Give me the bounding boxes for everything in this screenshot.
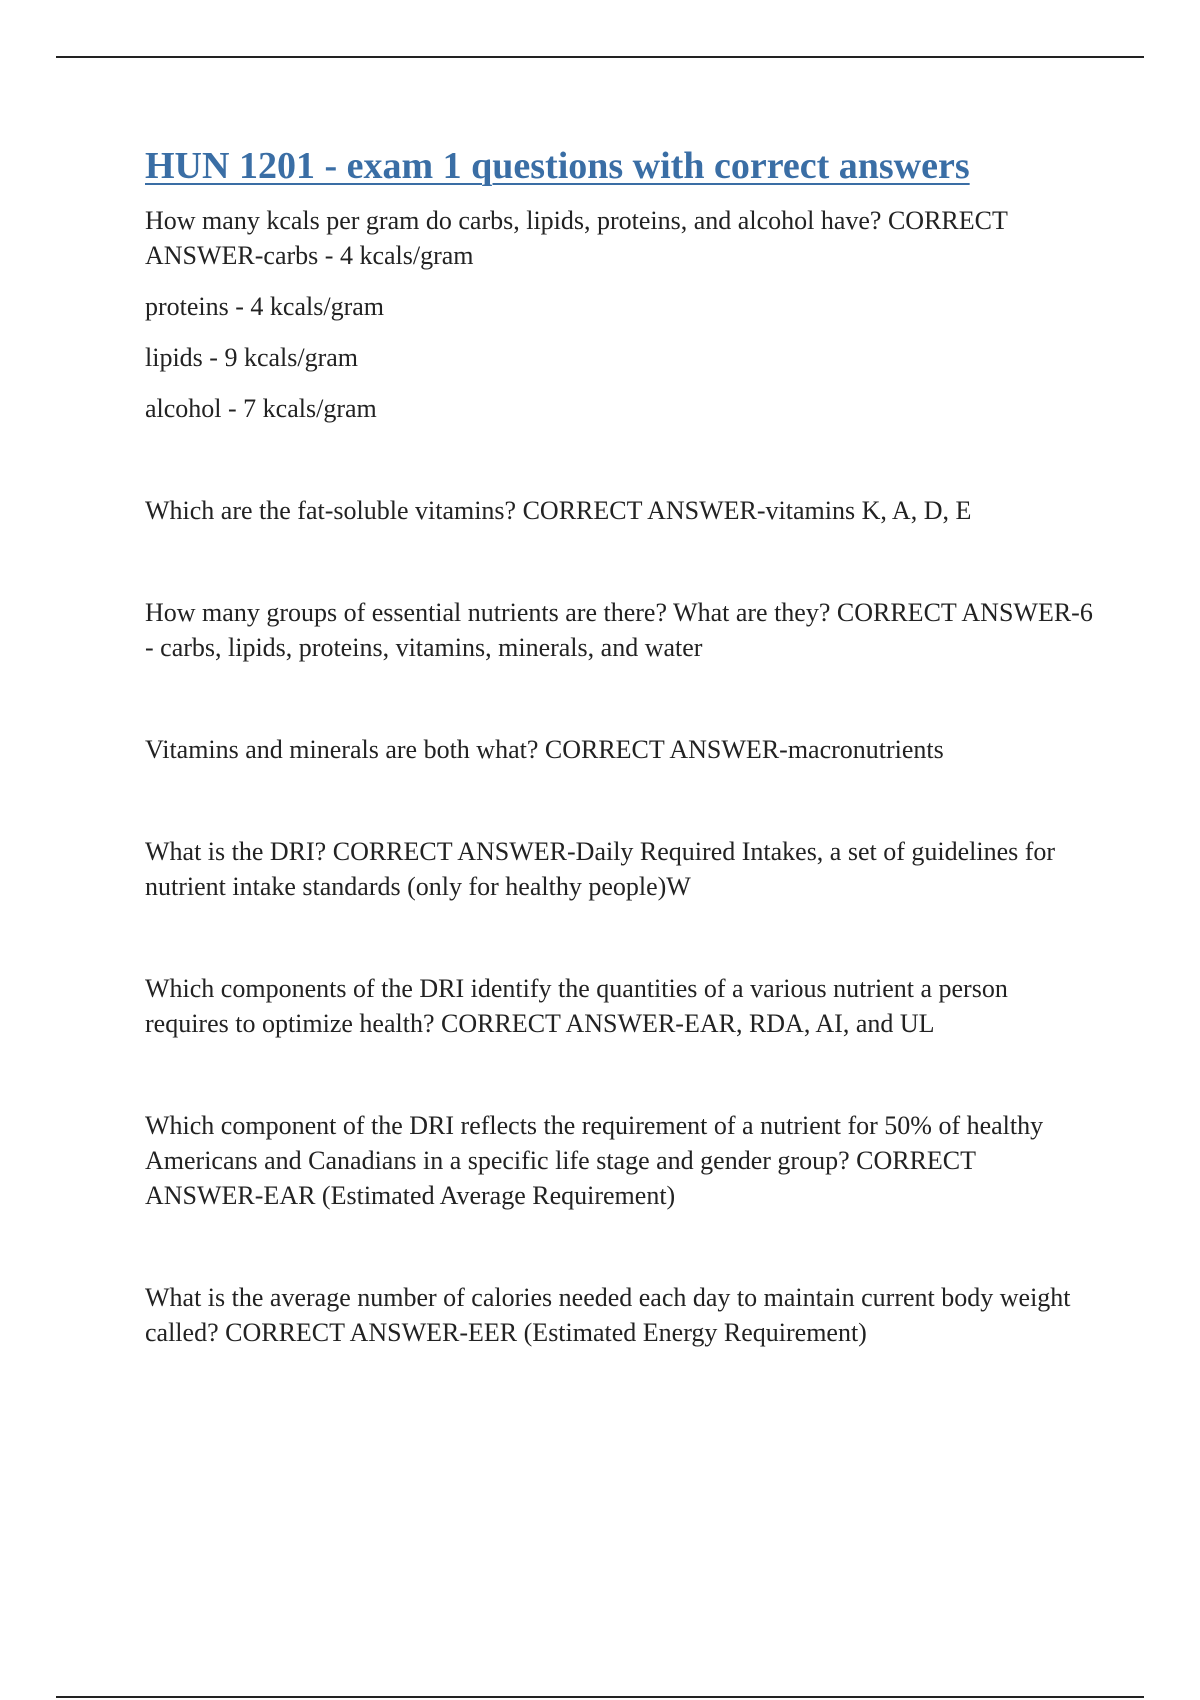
qa-item bbox=[145, 1108, 1095, 1213]
qa-text: How many groups of essential nutrients are there? What are they? CORRECT ANSWER-6 - carbs, lipids, proteins, vitamins, minerals, and water bbox=[145, 598, 1093, 663]
qa-item bbox=[145, 203, 1095, 426]
qa-item bbox=[145, 834, 1095, 904]
qa-item bbox=[145, 732, 1095, 767]
document-title: HUN 1201 - exam 1 questions with correct answers bbox=[145, 145, 970, 187]
qa-text: alcohol - 7 kcals/gram bbox=[145, 394, 377, 424]
qa-text: Which components of the DRI identify the quantities of a various nutrient a person requires to optimize health? CORRECT ANSWER-EAR, RDA, AI, and UL bbox=[145, 974, 1008, 1039]
qa-text: lipids - 9 kcals/gram bbox=[145, 343, 359, 373]
qa-item bbox=[145, 493, 1095, 528]
qa-text: Vitamins and minerals are both what? CORRECT ANSWER-macronutrients bbox=[145, 735, 944, 765]
qa-item bbox=[145, 1280, 1095, 1350]
qa-text: What is the DRI? CORRECT ANSWER-Daily Required Intakes, a set of guidelines for nutrient intake standards (only for healthy people)W bbox=[145, 837, 1056, 902]
qa-text: proteins - 4 kcals/gram bbox=[145, 292, 384, 322]
qa-text: Which are the fat-soluble vitamins? CORRECT ANSWER-vitamins K, A, D, E bbox=[145, 496, 972, 526]
document-body bbox=[145, 142, 1095, 1350]
qa-text: What is the average number of calories needed each day to maintain current body weight called? CORRECT ANSWER-EER (Estimated Energy Requirement) bbox=[145, 1283, 1071, 1348]
footer-rule bbox=[56, 1696, 1144, 1698]
header-rule bbox=[56, 56, 1144, 58]
qa-item bbox=[145, 971, 1095, 1041]
qa-text: Which component of the DRI reflects the requirement of a nutrient for 50% of healthy Americans and Canadians in a specific life stage and gender group? CORRECT ANSWER-EAR (Estimated Average Requirement) bbox=[145, 1111, 1044, 1211]
qa-item bbox=[145, 595, 1095, 665]
qa-text: How many kcals per gram do carbs, lipids, proteins, and alcohol have? CORRECT ANSWER-carbs - 4 kcals/gram bbox=[145, 206, 1008, 271]
